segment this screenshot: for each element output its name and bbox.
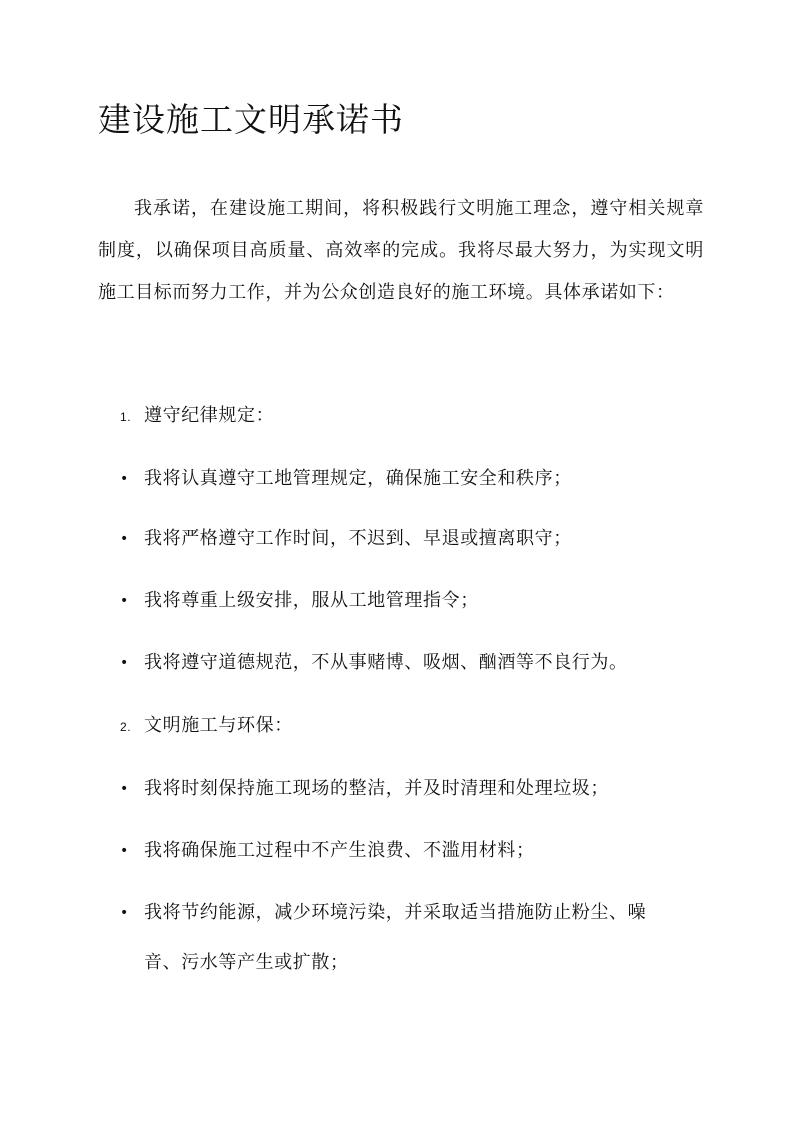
list-item-text: 我将尊重上级安排，服从工地管理指令； (144, 590, 479, 611)
list-item-text: 我将时刻保持施工现场的整洁，并及时清理和处理垃圾； (144, 778, 609, 799)
list-item-text: 我将遵守道德规范，不从事赌博、吸烟、酗酒等不良行为。 (144, 652, 628, 673)
bullet-icon: • (120, 655, 129, 671)
bullet-icon: • (120, 843, 129, 859)
list-item (120, 888, 680, 988)
bullet-icon: • (120, 531, 129, 547)
list-item-text: 我将严格遵守工作时间，不迟到、早退或擅离职守； (144, 528, 572, 549)
bullet-icon: • (120, 905, 129, 921)
section-heading-1 (120, 398, 274, 435)
list-item-text: 我将确保施工过程中不产生浪费、不滥用材料； (144, 840, 535, 861)
intro-paragraph: 我承诺，在建设施工期间，将积极践行文明施工理念，遵守相关规章制度，以确保项目高质量、高效率的完成。我将尽最大努力，为实现文明施工目标而努力工作，并为公众创造良好的施工环境。具体承诺如下： (98, 198, 704, 303)
section-heading-text: 文明施工与环保： (144, 715, 293, 736)
list-item (120, 638, 680, 688)
list-item-text: 我将认真遵守工地管理规定，确保施工安全和秩序； (144, 468, 572, 489)
list-item (120, 826, 680, 876)
document-title: 建设施工文明承诺书 (98, 100, 404, 139)
list-item (120, 454, 680, 504)
list-item-text: 我将节约能源，减少环境污染，并采取适当措施防止粉尘、噪音、污水等产生或扩散； (144, 902, 647, 973)
bullet-icon: • (120, 471, 129, 487)
list-item (120, 514, 680, 564)
list-item (120, 764, 680, 814)
bullet-icon: • (120, 781, 129, 797)
section-heading-2 (120, 708, 293, 745)
bullet-icon: • (120, 593, 129, 609)
section-number: 2. (120, 720, 132, 734)
list-item (120, 576, 680, 626)
section-number: 1. (120, 410, 132, 424)
section-heading-text: 遵守纪律规定： (144, 405, 275, 426)
